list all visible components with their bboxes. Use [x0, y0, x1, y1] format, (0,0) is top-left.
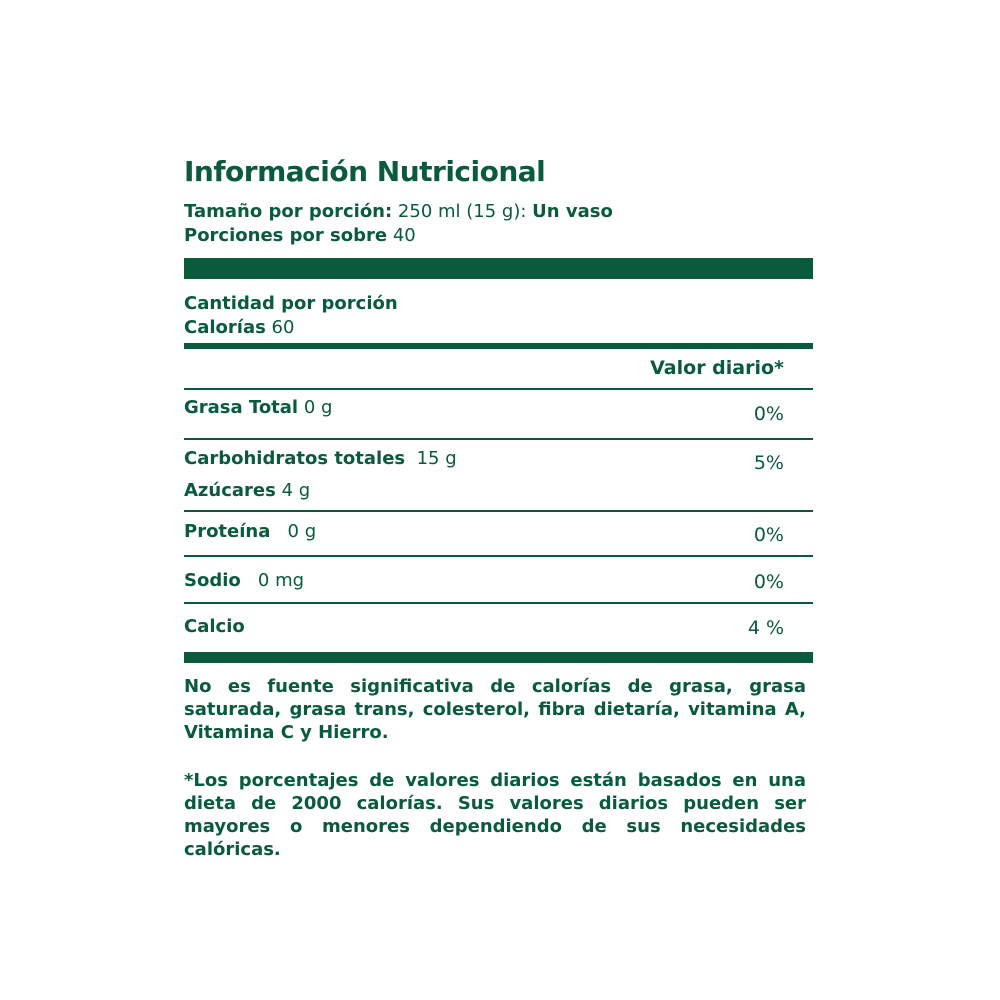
nutrient-row-total-carbohydrates	[184, 447, 813, 471]
serving-size-label: Tamaño por porción:	[184, 201, 393, 222]
nutrient-daily-value: 4 %	[747, 617, 784, 639]
row-divider	[184, 388, 813, 390]
nutrient-name: Proteína	[184, 521, 271, 542]
servings-label: Porciones por sobre	[184, 225, 388, 246]
daily-values-footnote: *Los porcentajes de valores diarios están basados en una dieta de 2000 calorías. Sus valores diarios pueden ser mayores o menores dependiendo de sus necesidades calóricas.	[184, 770, 806, 860]
servings-per-container-line	[184, 224, 813, 248]
row-divider	[184, 510, 813, 512]
daily-value-header: Valor diario*	[650, 357, 784, 379]
nutrient-amount: 0 g	[270, 521, 317, 542]
panel-title: Información Nutricional	[184, 155, 546, 188]
not-significant-source-note: No es fuente significativa de calorías de grasa, grasa saturada, grasa trans, colesterol, fibra dietaría, vitamina A, Vitamina C y Hierro.	[184, 676, 806, 743]
nutrient-daily-value: 0%	[753, 524, 784, 546]
amount-per-serving-header: Cantidad por porción	[184, 293, 398, 314]
nutrient-name: Azúcares	[184, 480, 276, 501]
nutrient-daily-value: 0%	[753, 403, 784, 425]
serving-size-line	[184, 200, 813, 224]
nutrient-daily-value: 5%	[753, 452, 784, 474]
nutrient-row-calcium	[184, 615, 813, 639]
serving-size-description: Un vaso	[532, 201, 613, 222]
calories-label: Calorías	[184, 317, 266, 338]
nutrient-amount: 0 mg	[240, 570, 305, 591]
nutrient-daily-value: 0%	[753, 571, 784, 593]
row-divider	[184, 555, 813, 557]
nutrient-amount: 0 g	[298, 397, 333, 418]
row-divider	[184, 602, 813, 604]
calories-value: 60	[265, 317, 295, 338]
nutrient-amount: 4 g	[275, 480, 311, 501]
servings-value: 40	[387, 225, 416, 246]
nutrient-row-sodium	[184, 569, 813, 593]
nutrient-row-total-fat	[184, 396, 813, 420]
nutrient-row-sugars	[184, 479, 813, 503]
medium-divider	[184, 343, 813, 349]
nutrient-name: Calcio	[184, 616, 245, 637]
calories-line	[184, 316, 813, 340]
nutrient-name: Grasa Total	[184, 397, 299, 418]
nutrient-name: Sodio	[184, 570, 241, 591]
nutrient-amount: 15 g	[405, 448, 457, 469]
thick-divider-bottom	[184, 652, 813, 663]
thick-divider-top	[184, 258, 813, 279]
nutrient-name: Carbohidratos totales	[184, 448, 406, 469]
nutrient-row-protein	[184, 520, 813, 544]
serving-size-value: 250 ml (15 g):	[392, 201, 533, 222]
row-divider	[184, 438, 813, 440]
